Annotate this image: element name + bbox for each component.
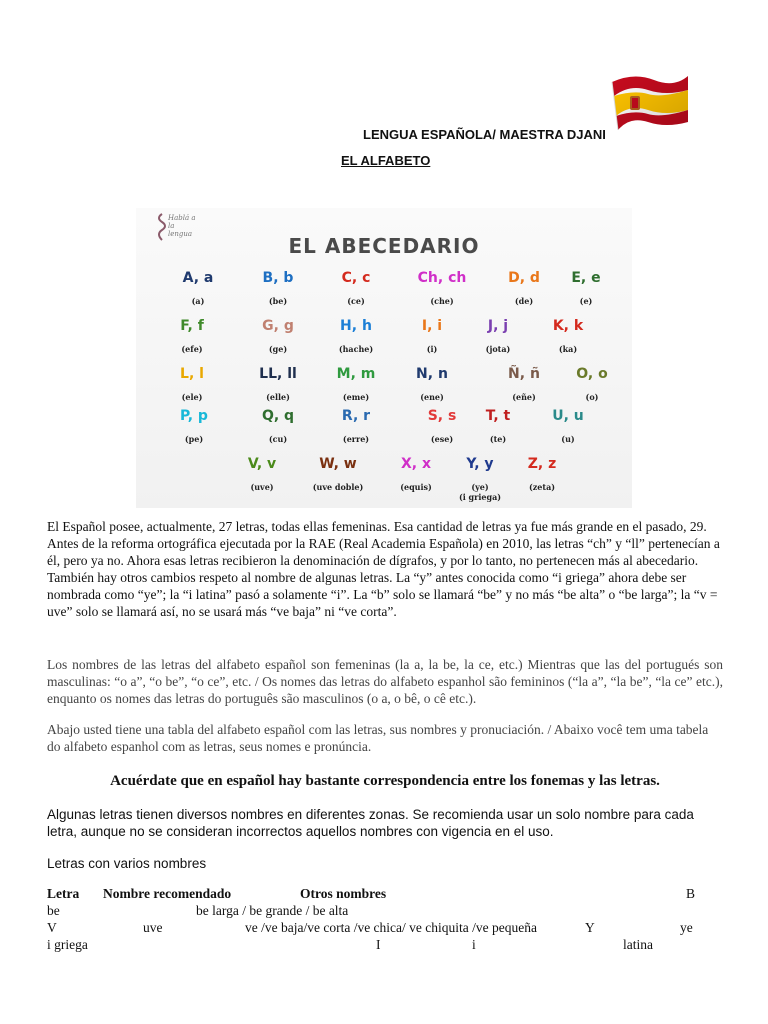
alphabet-letter-name: (elle) <box>266 392 290 402</box>
alphabet-letter-name: (erre) <box>342 434 370 444</box>
alphabet-letter: P, p <box>180 408 208 424</box>
alphabet-letter-name: (de) <box>514 296 534 306</box>
alphabet-letter-cell <box>148 366 236 402</box>
table-header-otros: Otros nombres <box>300 886 387 901</box>
alphabet-letter-name: (hache) <box>338 344 374 354</box>
alphabet-letter-name: (uve) <box>250 482 274 492</box>
alphabet-letter: X, x <box>400 456 432 472</box>
alphabet-letter-cell <box>312 366 400 402</box>
alphabet-letter: W, w <box>319 456 357 472</box>
alphabet-letter: C, c <box>341 270 371 286</box>
poster-logo-text: Hablá a la lengua <box>168 214 196 238</box>
section-label: Letras con varios nombres <box>47 856 207 871</box>
alphabet-letter: O, o <box>576 366 608 382</box>
alphabet-letter-name: (pe) <box>184 434 204 444</box>
table-cell-name: uve <box>143 920 163 935</box>
alphabet-letter: Q, q <box>261 408 295 424</box>
intro-paragraph: El Español posee, actualmente, 27 letras, todas ellas femeninas. Esa cantidad de letras ya fue más grande en el pasado, 29. Antes de la reforma ortográfica ejecutada por la RAE (Real Academia Española) en 2010, las letras “ch” y “ll” pertenecían a él, pero ya no. Ahora esas letras recibieron la denominación de dígrafos, y por lo tanto, no pertenecen más al abecedario. También hay otros cambios respeto al nombre de algunas letras. La “y” antes conocida como “i griega” ahora debe ser nombrada como “ye”; la “i latina” pasó a solamente “i”. La “b” solo se llamará “be” y no más “be alta” o “be larga”; la “v = uve” solo se llamará así, no se usará más “ve baja” ni “ve corta”. <box>47 519 720 619</box>
alphabet-letter-cell <box>234 408 322 444</box>
alphabet-letter-name: (e) <box>579 296 593 306</box>
table-header-letra: Letra <box>47 886 80 901</box>
alphabet-letter: G, g <box>262 318 294 334</box>
alphabet-letter-cell <box>218 456 306 492</box>
alphabet-letter: N, n <box>416 366 448 382</box>
alphabet-letter: E, e <box>571 270 601 286</box>
alphabet-letter: B, b <box>262 270 294 286</box>
table-cell-others: ve /ve baja/ve corta /ve chica/ ve chiquita /ve pequeña <box>245 920 537 935</box>
alphabet-letter-name: (equis) <box>400 482 432 492</box>
alphabet-letter-cell <box>548 366 636 402</box>
alphabet-letter-name: (che) <box>430 296 454 306</box>
alphabet-letter: Y, y <box>466 456 494 472</box>
alphabet-letter-cell <box>312 408 400 444</box>
alphabet-letter-name: (cu) <box>268 434 288 444</box>
alphabet-letter-name: (be) <box>268 296 288 306</box>
alphabet-letter: T, t <box>485 408 511 424</box>
spain-flag-icon <box>604 70 696 136</box>
alphabet-letter-cell <box>312 270 400 306</box>
alphabet-letter-cell <box>524 408 612 444</box>
table-header-nombre: Nombre recomendado <box>103 886 232 901</box>
alphabet-letter: L, l <box>180 366 204 382</box>
page-title: EL ALFABETO <box>341 153 431 168</box>
alphabet-letter-name: (ye) (i griega) <box>458 482 502 502</box>
alphabet-letter-cell <box>524 318 612 354</box>
alphabet-letter-cell <box>398 270 486 306</box>
alphabet-letter-name: (ce) <box>347 296 365 306</box>
alphabet-letter: F, f <box>180 318 204 334</box>
alphabet-letter-name: (uve doble) <box>312 482 364 492</box>
alphabet-letter-name: (eñe) <box>512 392 536 402</box>
alphabet-letter-cell <box>234 318 322 354</box>
alphabet-letter-cell <box>388 366 476 402</box>
table-cell-letter: B <box>686 886 696 901</box>
alphabet-letter: I, i <box>421 318 443 334</box>
alphabet-letter-name: (zeta) <box>528 482 556 492</box>
table-cell-letter: V <box>47 920 57 935</box>
page-header: LENGUA ESPAÑOLA/ MAESTRA DJANI <box>363 127 606 142</box>
alphabet-letter-name: (ene) <box>420 392 444 402</box>
alphabet-letter: Ch, ch <box>417 270 467 286</box>
alphabet-letter: S, s <box>427 408 457 424</box>
alphabet-letter: Ñ, ñ <box>508 366 540 382</box>
table-cell-others: i griega <box>47 937 88 952</box>
alphabet-letter-name: (ka) <box>558 344 578 354</box>
table-intro-paragraph: Abajo usted tiene una tabla del alfabeto español com las letras, sus nombres y pronuciación. / Abaixo você tem uma tabela do alfabeto espanhol com as letras, seus nomes e pronúncia. <box>47 722 709 754</box>
table-cell-name: i <box>472 937 476 952</box>
alphabet-letter-name: (te) <box>489 434 507 444</box>
alphabet-letter-cell <box>498 456 586 492</box>
table-cell-letter: Y <box>585 920 595 935</box>
alphabet-letter-name: (a) <box>191 296 205 306</box>
alphabet-letter: A, a <box>182 270 214 286</box>
alphabet-poster <box>136 208 632 508</box>
alphabet-letter-name: (efe) <box>181 344 203 354</box>
alphabet-letter: K, k <box>552 318 584 334</box>
alphabet-letter: R, r <box>341 408 371 424</box>
alphabet-letter-name: (ele) <box>181 392 203 402</box>
alphabet-letter-cell <box>294 456 382 492</box>
alphabet-letter-cell <box>542 270 630 306</box>
alphabet-letter-name: (ese) <box>430 434 454 444</box>
alphabet-letter: V, v <box>247 456 277 472</box>
gender-paragraph: Los nombres de las letras del alfabeto español son femeninas (la a, la be, la ce, etc.) Mientras que las del portugués son masculinas: “o a”, “o be”, “o ce”, etc. / Os nomes das letras do alfabeto espanhol são femininos (“la a”, “la be”, “la ce” etc.), enquanto os nomes das letras do português são masculinos (o a, o bê, o cê etc.). <box>47 657 723 706</box>
table-cell-name: ye <box>680 920 693 935</box>
table-cell-others: be larga / be grande / be alta <box>196 903 349 918</box>
table-cell-name: be <box>47 903 60 918</box>
alphabet-letter: J, j <box>487 318 509 334</box>
alphabet-letter-name: (u) <box>561 434 575 444</box>
alphabet-letter-name: (jota) <box>485 344 511 354</box>
table-cell-letter: I <box>376 937 381 952</box>
alphabet-letter-cell <box>234 270 322 306</box>
alphabet-letter-cell <box>150 408 238 444</box>
alphabet-letter-name: (eme) <box>342 392 370 402</box>
alphabet-letter: M, m <box>336 366 376 382</box>
alphabet-letter: H, h <box>340 318 372 334</box>
table-cell-others: latina <box>623 937 653 952</box>
alphabet-letter-cell <box>234 366 322 402</box>
alphabet-letter-name: (o) <box>585 392 599 402</box>
poster-title: EL ABECEDARIO <box>288 234 480 258</box>
reminder-heading: Acuérdate que en español hay bastante correspondencia entre los fonemas y las letras. <box>110 773 660 789</box>
alphabet-letter-name: (ge) <box>268 344 288 354</box>
names-paragraph: Algunas letras tienen diversos nombres en diferentes zonas. Se recomienda usar un solo nombre para cada letra, aunque no se consideran incorrectos aquellos nombres con vigencia en el uso. <box>47 807 694 839</box>
alphabet-letter: LL, ll <box>259 366 297 382</box>
alphabet-letter: D, d <box>508 270 540 286</box>
alphabet-letter-cell <box>154 270 242 306</box>
alphabet-letter-name: (i) <box>426 344 438 354</box>
alphabet-letter: U, u <box>552 408 584 424</box>
alphabet-letter-cell <box>148 318 236 354</box>
alphabet-letter: Z, z <box>527 456 557 472</box>
alphabet-letter-cell <box>312 318 400 354</box>
